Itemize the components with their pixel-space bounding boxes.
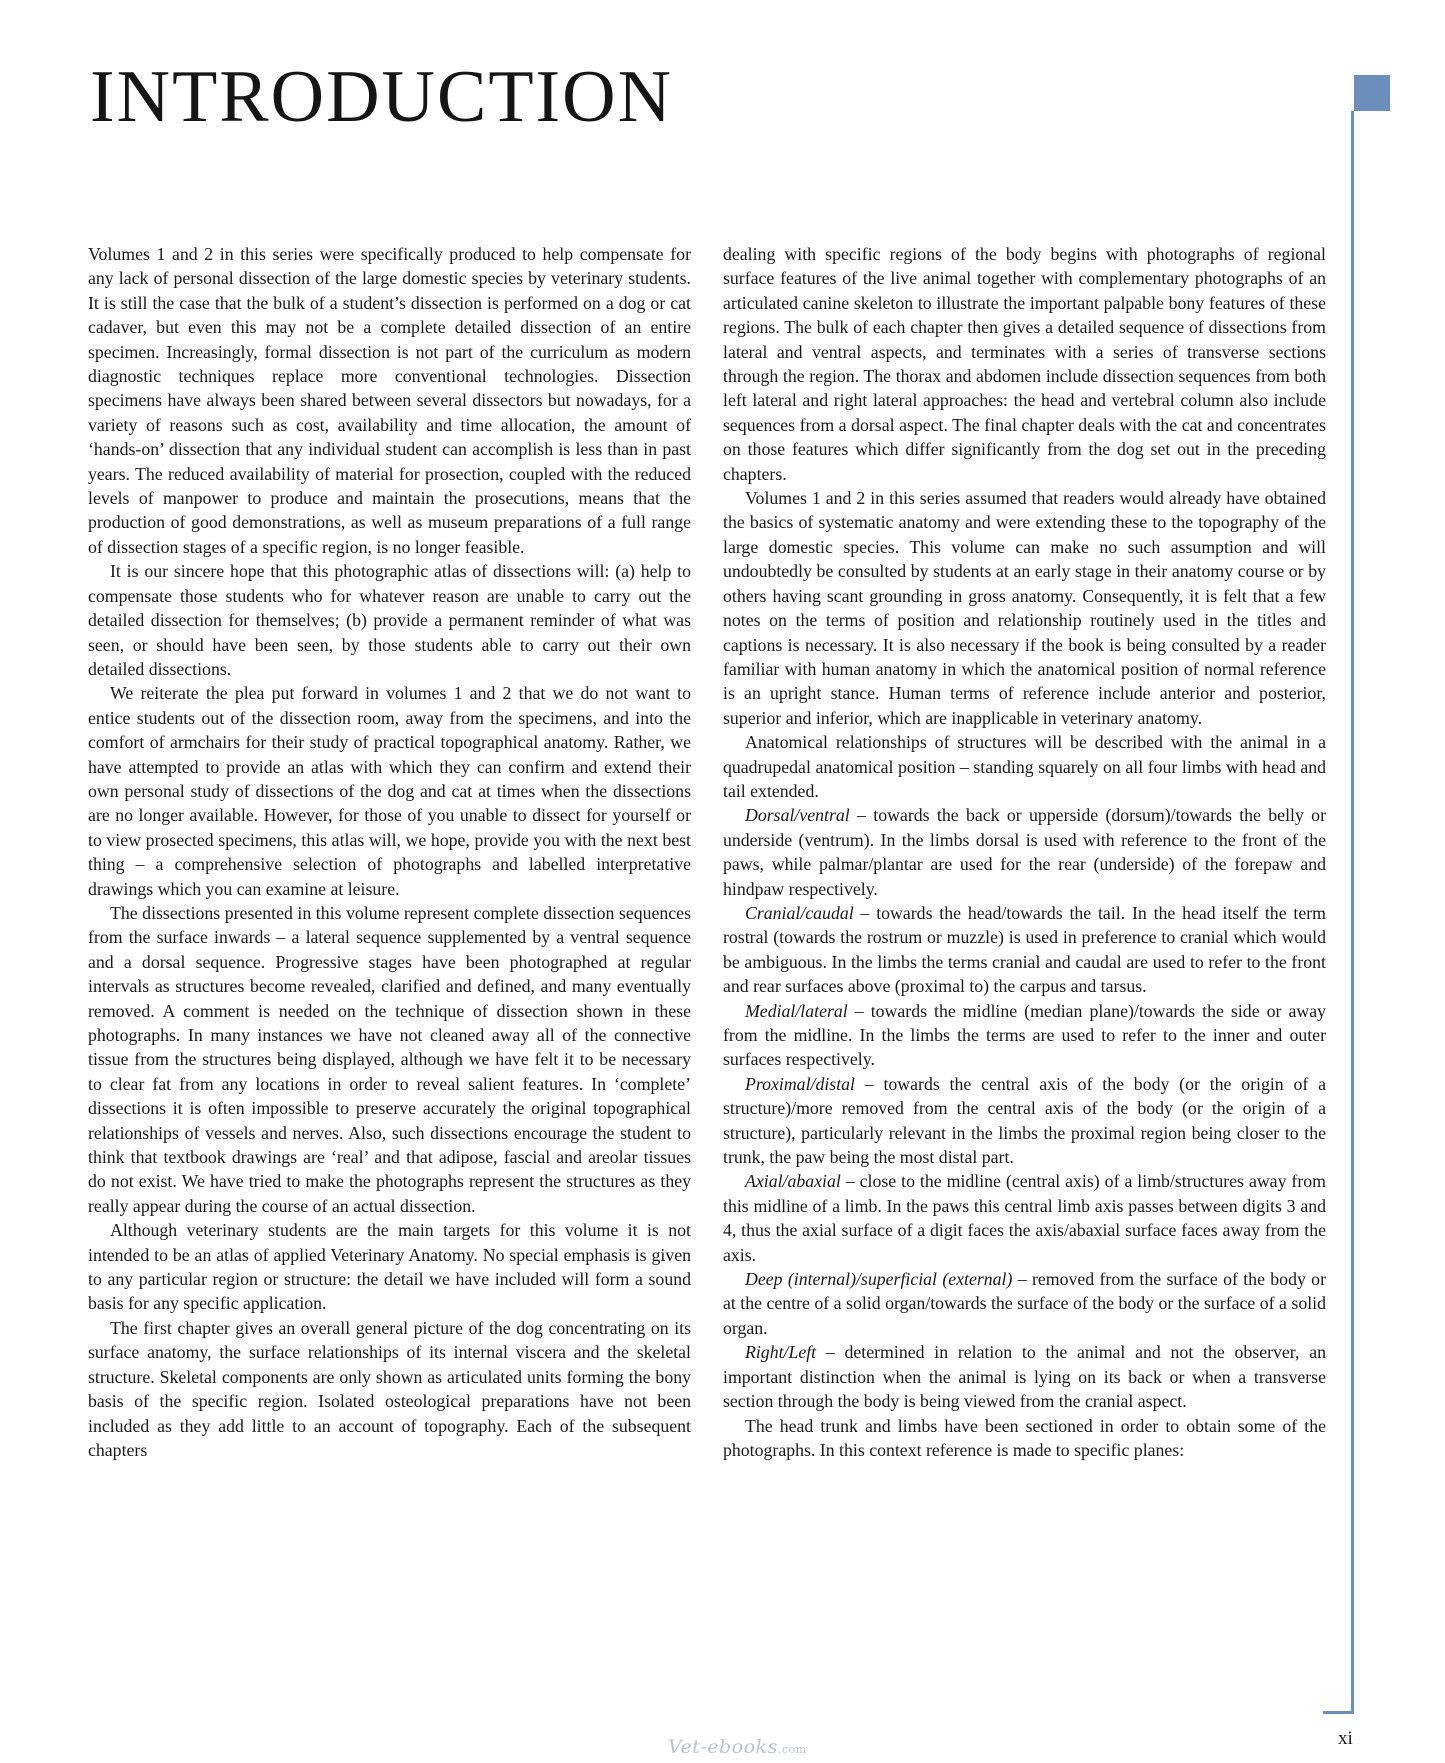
watermark-suffix: .com xyxy=(777,1743,807,1756)
paragraph: Volumes 1 and 2 in this series assumed that readers would already have obtained the basics of systematic anatomy and were extending these to the topography of the large domestic species. This volume can make no such assumption and will undoubtedly be consulted by students at an early stage in their anatomy course or by others having scant grounding in gross anatomy. Consequently, it is felt that a few notes on the terms of position and relationship routinely used in the titles and captions is necessary. It is also necessary if the book is being consulted by a reader familiar with human anatomy in which the anatomical position of normal reference is an upright stance. Human terms of reference include anterior and posterior, superior and inferior, which are inapplicable in veterinary anatomy. xyxy=(723,488,1326,728)
right-text-column xyxy=(723,242,1326,1682)
page-number: xi xyxy=(1338,1728,1353,1749)
paragraph: Although veterinary students are the main targets for this volume it is not intended to be an atlas of applied Veterinary Anatomy. No special emphasis is given to any particular region or structure: the detail we have included will form a sound basis for any specific application. xyxy=(88,1220,691,1314)
definition-text: – towards the central axis of the body (or the origin of a structure)/more removed from the central axis of the body (or the origin of a structure), particularly relevant in the limbs the proximal region being closer to the trunk, the paw being the most distal part. xyxy=(723,1073,1326,1168)
definition-term: Right/Left xyxy=(745,1342,817,1363)
paragraph: The dissections presented in this volume represent complete dissection sequences from the surface inwards – a lateral sequence supplemented by a ventral sequence and a dorsal sequence. Progressive stages have been photographed at regular intervals as structures become revealed, clarified and defined, and many eventually removed. A comment is needed on the technique of dissection shown in these photographs. In many instances we have not cleaned away all of the connective tissue from the structures being displayed, although we have felt it to be necessary to clear fat from any locations in order to reveal salient features. In ‘complete’ dissections it is often impossible to preserve accurately the original topographical relationships of vessels and nerves. Also, such dissections encourage the student to think that textbook drawings are ‘real’ and that adipose, fascial and areolar tissues do not exist. We have tried to make the photographs represent the structures as they really appear during the course of an actual dissection. xyxy=(88,902,691,1216)
definition-text: – determined in relation to the animal and not the observer, an important distinction when the animal is lying on its back or when a transverse section through the body is being viewed from the cranial aspect. xyxy=(723,1342,1326,1412)
definition-term: Medial/lateral xyxy=(745,1000,848,1021)
definition-right-left xyxy=(723,1340,1326,1413)
paragraph: The head trunk and limbs have been sectioned in order to obtain some of the photographs. In this context reference is made to specific planes: xyxy=(723,1415,1326,1460)
watermark-text: Vet-ebooks xyxy=(668,1736,778,1758)
definition-deep-superficial xyxy=(723,1267,1326,1340)
margin-rule-horizontal xyxy=(1323,1711,1354,1714)
paragraph: We reiterate the plea put forward in volumes 1 and 2 that we do not want to entice students out of the dissection room, away from the specimens, and into the comfort of armchairs for their study of practical topographical anatomy. Rather, we have attempted to provide an atlas with which they can confirm and extend their own personal study of dissections of the dog and cat at times when the dissections are no longer available. However, for those of you unable to dissect for yourself or to view prosected specimens, this atlas will, we hope, provide you with the next best thing – a comprehensive selection of photographs and labelled interpretative drawings which you can examine at leisure. xyxy=(88,683,691,899)
definition-medial-lateral xyxy=(723,999,1326,1072)
definition-dorsal-ventral xyxy=(723,803,1326,901)
paragraph: The first chapter gives an overall general picture of the dog concentrating on its surface anatomy, the surface relationships of its internal viscera and the skeletal structure. Skeletal components are only shown as articulated units forming the bony basis of the specific region. Isolated osteological preparations have not been included as they add little to an account of topography. Each of the subsequent chapters xyxy=(88,1317,691,1460)
left-text-column xyxy=(88,242,691,1682)
definition-text: – towards the midline (median plane)/towards the side or away from the midline. In the limbs the terms are used to refer to the inner and outer surfaces respectively. xyxy=(723,1000,1326,1070)
definition-term: Proximal/distal xyxy=(745,1073,855,1094)
definition-proximal-distal xyxy=(723,1072,1326,1170)
watermark xyxy=(668,1736,807,1758)
definition-axial-abaxial xyxy=(723,1169,1326,1267)
margin-rule-vertical xyxy=(1351,111,1354,1714)
definition-term: Dorsal/ventral xyxy=(745,805,850,826)
definition-text: – towards the head/towards the tail. In the head itself the term rostral (towards the rostrum or muzzle) is used in preference to cranial which would be ambiguous. In the limbs the terms cranial and caudal are used to refer to the front and rear surfaces above (proximal to) the carpus and tarsus. xyxy=(723,902,1326,997)
definition-text: – removed from the surface of the body or at the centre of a solid organ/towards the surface of the body or the surface of a solid organ. xyxy=(723,1269,1326,1338)
chapter-tab-marker xyxy=(1354,75,1390,111)
definition-term: Deep (internal)/superficial (external) xyxy=(745,1269,1013,1290)
paragraph: Anatomical relationships of structures will be described with the animal in a quadrupedal anatomical position – standing squarely on all four limbs with head and tail extended. xyxy=(723,732,1326,801)
paragraph: It is our sincere hope that this photographic atlas of dissections will: (a) help to compensate those students who for whatever reason are unable to carry out the detailed dissection for themselves; (b) provide a permanent reminder of what was seen, or should have been seen, by those students able to carry out their own detailed dissections. xyxy=(88,561,691,679)
definition-text: – towards the back or upperside (dorsum)/towards the belly or underside (ventrum). In the limbs dorsal is used with reference to the front of the paws, while palmar/plantar are used for the rear (underside) of the forepaw and hindpaw respectively. xyxy=(723,805,1326,899)
definition-term: Cranial/caudal xyxy=(745,902,854,923)
page-title: INTRODUCTION xyxy=(90,56,674,138)
definition-cranial-caudal xyxy=(723,901,1326,999)
definition-term: Axial/abaxial xyxy=(745,1171,841,1192)
paragraph: Volumes 1 and 2 in this series were specifically produced to help compensate for any lack of personal dissection of the large domestic species by veterinary students. It is still the case that the bulk of a student’s dissection is performed on a dog or cat cadaver, but even this may not be a complete detailed dissection of an entire specimen. Increasingly, formal dissection is not part of the curriculum as modern diagnostic techniques replace more conventional technologies. Dissection specimens have always been shared between several dissectors but nowadays, for a variety of reasons such as cost, availability and time allocation, the amount of ‘hands-on’ dissection that any individual student can accomplish is less than in past years. The reduced availability of material for prosection, coupled with the reduced levels of manpower to produce and maintain the prosecutions, means that the production of good demonstrations, as well as museum preparations of a full range of dissection stages of a specific region, is no longer feasible. xyxy=(88,244,691,557)
paragraph: dealing with specific regions of the body begins with photographs of regional surface features of the live animal together with complementary photographs of an articulated canine skeleton to illustrate the important palpable bony features of these regions. The bulk of each chapter then gives a detailed sequence of dissections from lateral and ventral aspects, and terminates with a series of transverse sections through the region. The thorax and abdomen include dissection sequences from both left lateral and right lateral approaches: the head and vertebral column also include sequences from a dorsal aspect. The final chapter deals with the cat and concentrates on those features which differ significantly from the dog set out in the preceding chapters. xyxy=(723,244,1326,484)
definition-text: – close to the midline (central axis) of a limb/structures away from this midline of a limb. In the paws this central limb axis passes between digits 3 and 4, thus the axial surface of a digit faces the axis/abaxial surface faces away from the axis. xyxy=(723,1171,1326,1265)
